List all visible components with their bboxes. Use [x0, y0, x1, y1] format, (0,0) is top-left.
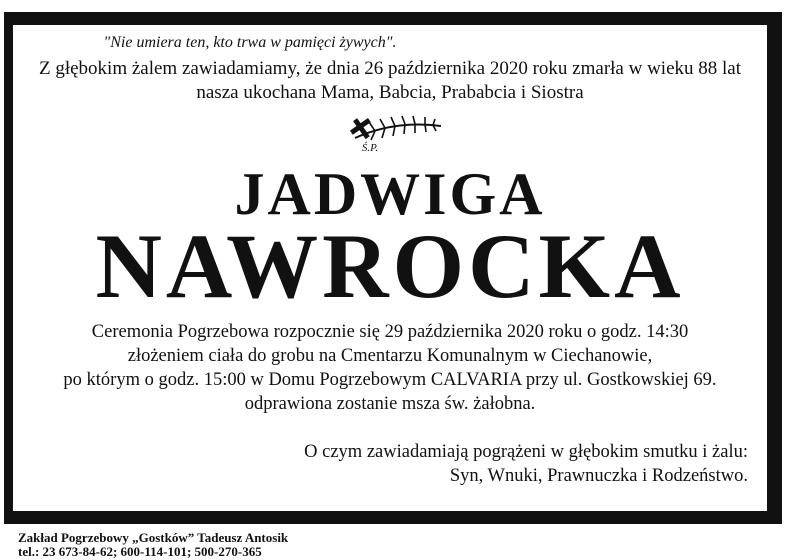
sp-abbreviation: Ś.P. [361, 142, 379, 154]
signoff-mourners: Syn, Wnuki, Prawnuczka i Rodzeństwo. [449, 466, 748, 486]
motto-quote: "Nie umiera ten, kto trwa w pamięci żywych". [103, 34, 397, 51]
cross-with-palm-branch-icon [345, 112, 445, 146]
deceased-last-name: NAWROCKA [95, 215, 685, 317]
signoff-line-1: O czym zawiadamiają pogrążeni w głębokim smutku i żalu: [304, 442, 748, 462]
intro-line-1: Z głębokim żalem zawiadamiamy, że dnia 26 października 2020 roku zmarła w wieku 88 lat [38, 58, 742, 79]
intro-line-2: nasza ukochana Mama, Babcia, Prababcia i Siostra [196, 82, 584, 103]
funeral-home-phones: tel.: 23 673-84-62; 600-114-101; 500-270-365 [18, 544, 262, 559]
ceremony-line: Ceremonia Pogrzebowa rozpocznie się 29 października 2020 roku o godz. 14:30 [91, 322, 689, 342]
ceremony-line: po którym o godz. 15:00 w Domu Pogrzebowym CALVARIA przy ul. Gostkowskiej 69. [63, 370, 717, 390]
ceremony-line: złożeniem ciała do grobu na Cmentarzu Komunalnym w Ciechanowie, [127, 346, 653, 366]
funeral-home-name: Zakład Pogrzebowy „Gostków” Tadeusz Antosik [18, 530, 289, 545]
deceased-first-name: JADWIGA [234, 161, 546, 227]
ceremony-line: odprawiona zostanie msza św. żałobna. [244, 394, 536, 414]
